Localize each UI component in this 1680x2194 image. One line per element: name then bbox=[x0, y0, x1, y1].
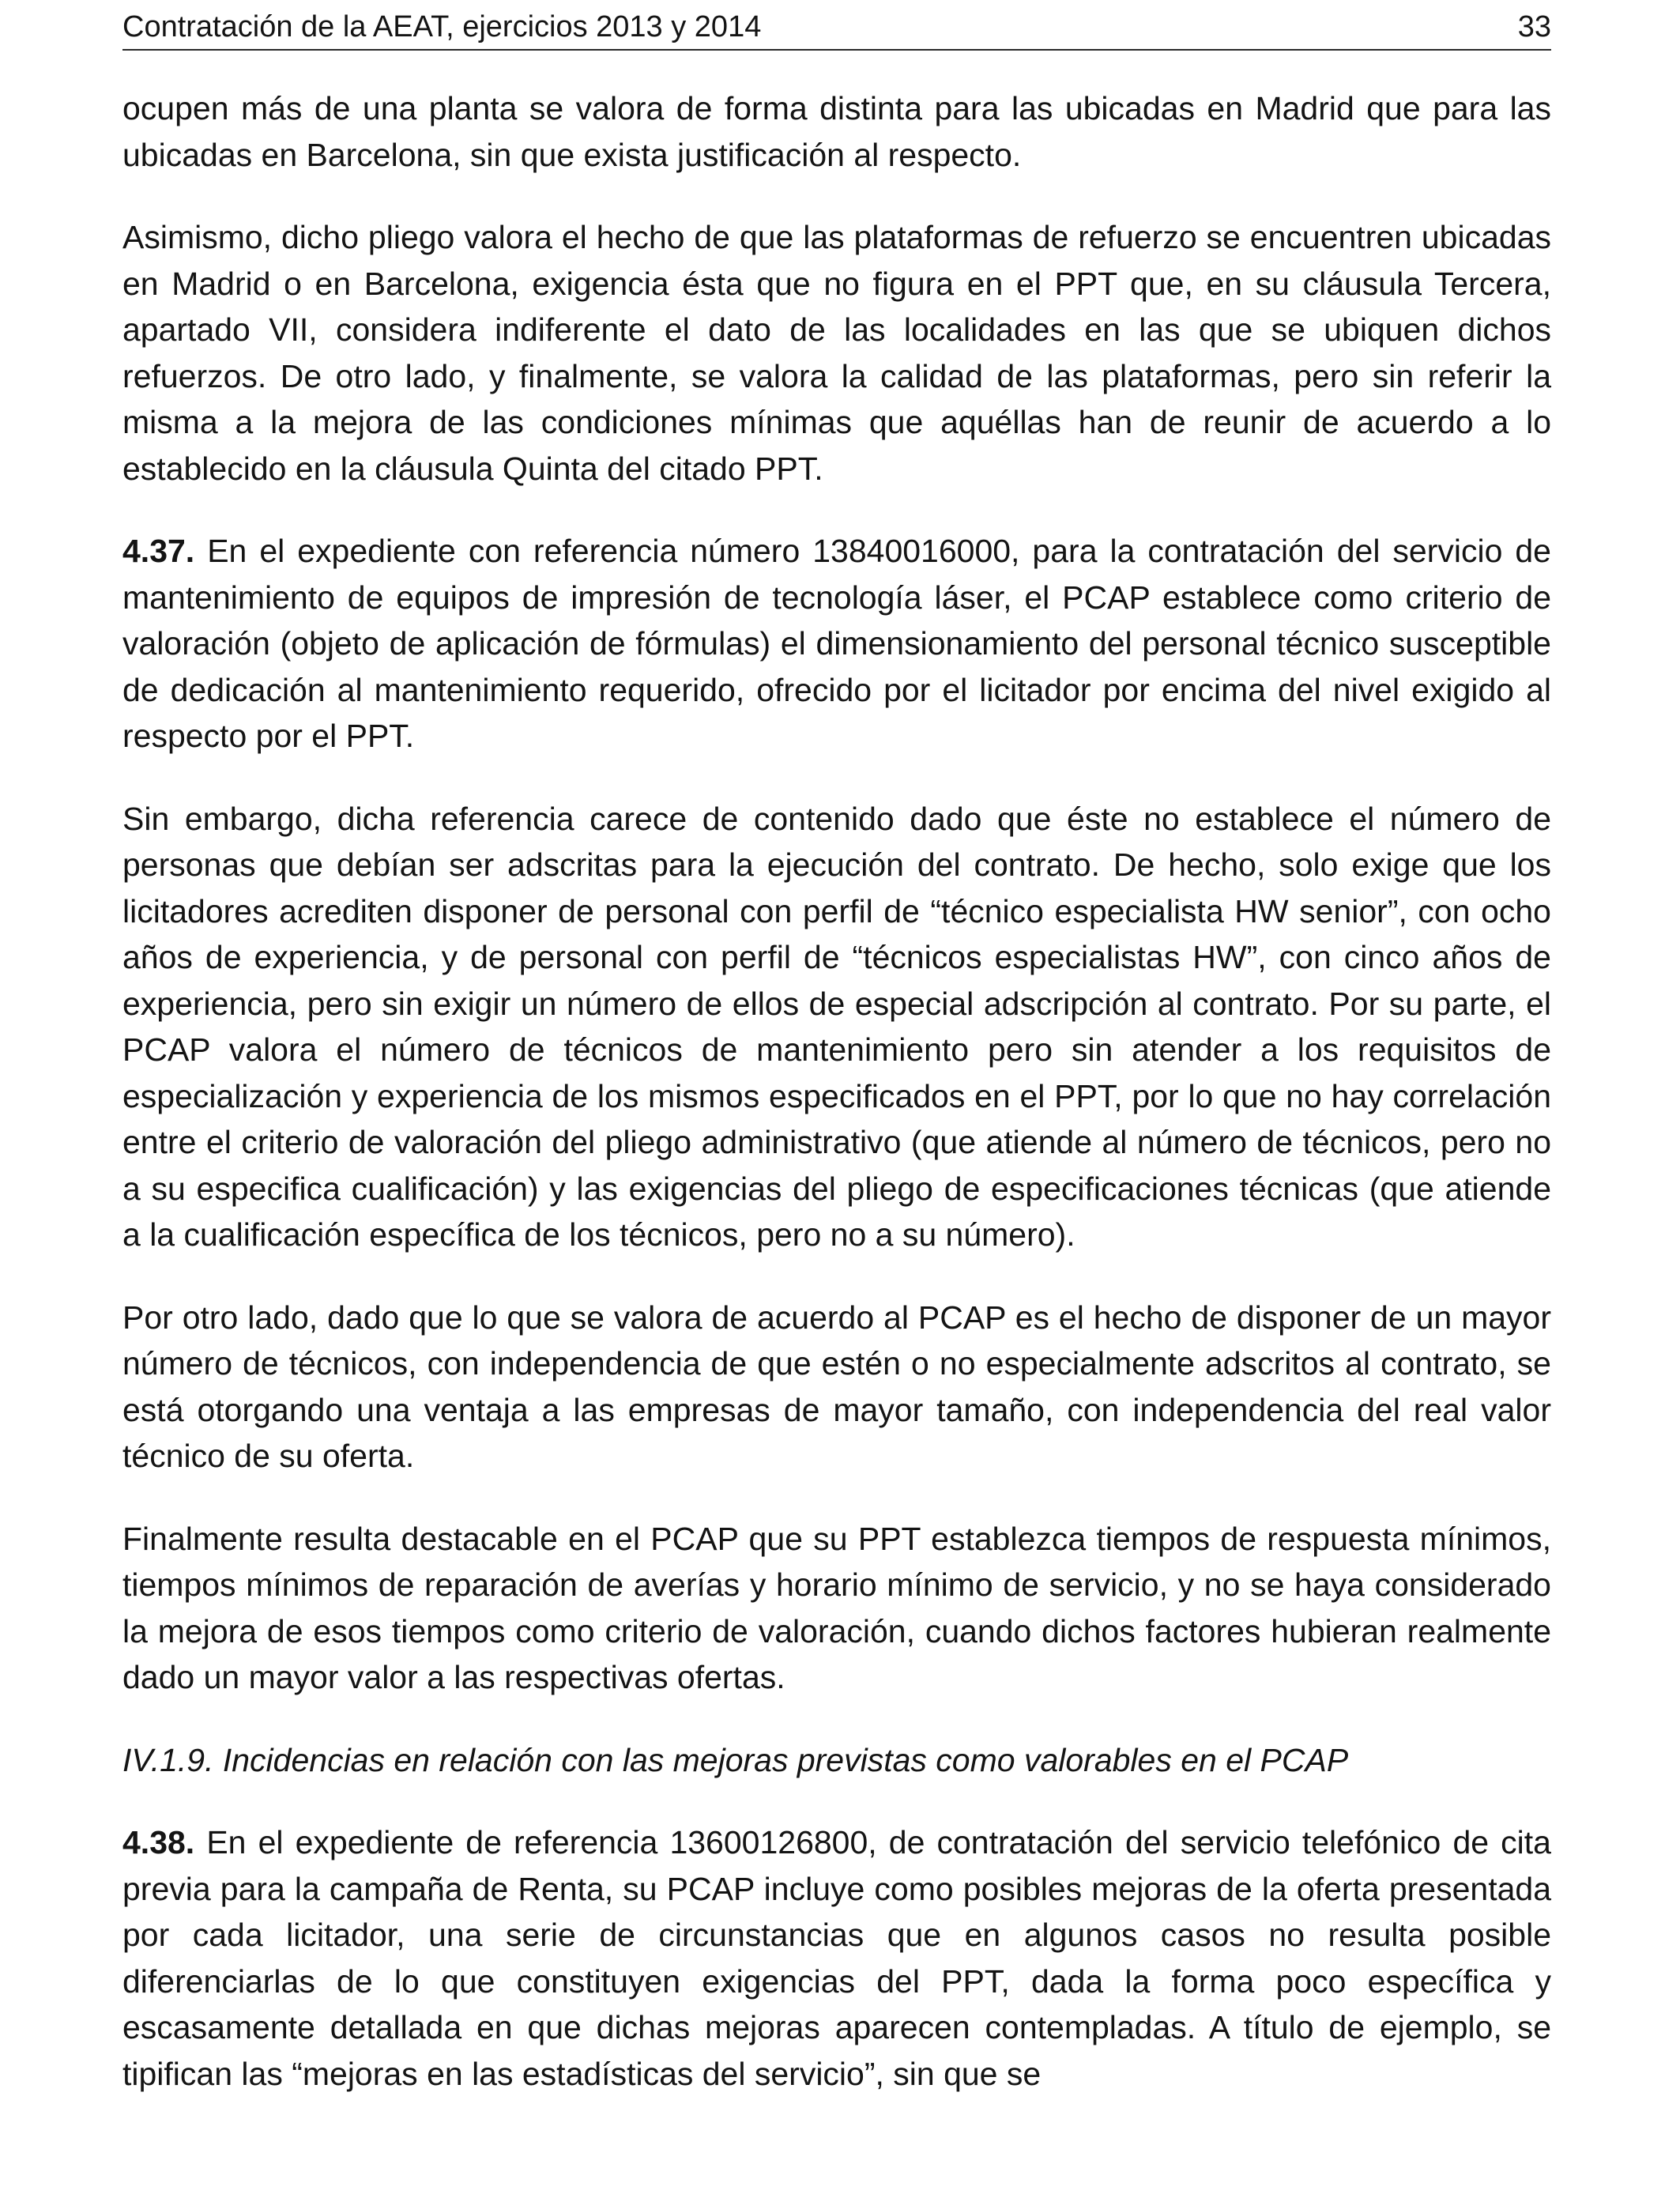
paragraph-text: Asimismo, dicho pliego valora el hecho de que las plataformas de refuerzo se encuentren ubicadas en Madrid o en Barcelona, exigencia ésta que no figura en el PPT que, en su cláusula Tercera, apartado VII, considera indiferente el dato de las localidades en las que se ubiquen dichos refuerzos. De otro lado, y finalmente, se valora la calidad de las plataformas, pero sin referir la misma a la mejora de las condiciones mínimas que aquéllas han de reunir de acuerdo a lo establecido en la cláusula Quinta del citado PPT. bbox=[122, 219, 1551, 487]
numbered-paragraph-4-38 bbox=[122, 1819, 1551, 2097]
paragraph-text: Finalmente resulta destacable en el PCAP que su PPT establezca tiempos de respuesta mínimos, tiempos mínimos de reparación de averías y horario mínimo de servicio, y no se haya considerado la mejora de esos tiempos como criterio de valoración, cuando dichos factores hubieran realmente dado un mayor valor a las respectivas ofertas. bbox=[122, 1520, 1551, 1695]
page-number: 33 bbox=[1517, 10, 1551, 43]
section-heading: IV.1.9. Incidencias en relación con las mejoras previstas como valorables en el PCAP bbox=[122, 1741, 1349, 1778]
paragraph-number: 4.37. bbox=[122, 533, 195, 569]
paragraph bbox=[122, 1295, 1551, 1480]
document-body bbox=[122, 85, 1551, 2133]
paragraph-continuation bbox=[122, 85, 1551, 178]
paragraph-text: ocupen más de una planta se valora de forma distinta para las ubicadas en Madrid que para las ubicadas en Barcelona, sin que exista justificación al respecto. bbox=[122, 90, 1551, 173]
running-header bbox=[122, 0, 1551, 51]
paragraph bbox=[122, 796, 1551, 1258]
paragraph-text: Por otro lado, dado que lo que se valora de acuerdo al PCAP es el hecho de disponer de un mayor número de técnicos, con independencia de que estén o no especialmente adscritos al contrato, se está otorgando una ventaja a las empresas de mayor tamaño, con independencia del real valor técnico de su oferta. bbox=[122, 1299, 1551, 1474]
paragraph-text: Sin embargo, dicha referencia carece de contenido dado que éste no establece el número de personas que debían ser adscritas para la ejecución del contrato. De hecho, solo exige que los licitadores acrediten disponer de personal con perfil de “técnico especialista HW senior”, con ocho años de experiencia, y de personal con perfil de “técnicos especialistas HW”, con cinco años de experiencia, pero sin exigir un número de ellos de especial adscripción al contrato. Por su parte, el PCAP valora el número de técnicos de mantenimiento pero sin atender a los requisitos de especialización y experiencia de los mismos especificados en el PPT, por lo que no hay correlación entre el criterio de valoración del pliego administrativo (que atiende al número de técnicos, pero no a su especifica cualificación) y las exigencias del pliego de especificaciones técnicas (que atiende a la cualificación específica de los técnicos, pero no a su número). bbox=[122, 800, 1551, 1253]
paragraph-text: En el expediente con referencia número 13840016000, para la contratación del servicio de mantenimiento de equipos de impresión de tecnología láser, el PCAP establece como criterio de valoración (objeto de aplicación de fórmulas) el dimensionamiento del personal técnico susceptible de dedicación al mantenimiento requerido, ofrecido por el licitador por encima del nivel exigido al respecto por el PPT. bbox=[122, 533, 1551, 754]
paragraph-number: 4.38. bbox=[122, 1824, 195, 1860]
document-page bbox=[122, 0, 1551, 2092]
numbered-paragraph-4-37 bbox=[122, 528, 1551, 760]
paragraph bbox=[122, 1516, 1551, 1701]
paragraph bbox=[122, 214, 1551, 492]
header-title: Contratación de la AEAT, ejercicios 2013 y 2014 bbox=[122, 10, 762, 43]
paragraph-text: En el expediente de referencia 13600126800, de contratación del servicio telefónico de cita previa para la campaña de Renta, su PCAP incluye como posibles mejoras de la oferta presentada por cada licitador, una serie de circunstancias que en algunos casos no resulta posible diferenciarlas de lo que constituyen exigencias del PPT, dada la forma poco específica y escasamente detallada en que dichas mejoras aparecen contempladas. A título de ejemplo, se tipifican las “mejoras en las estadísticas del servicio”, sin que se bbox=[122, 1824, 1551, 2092]
